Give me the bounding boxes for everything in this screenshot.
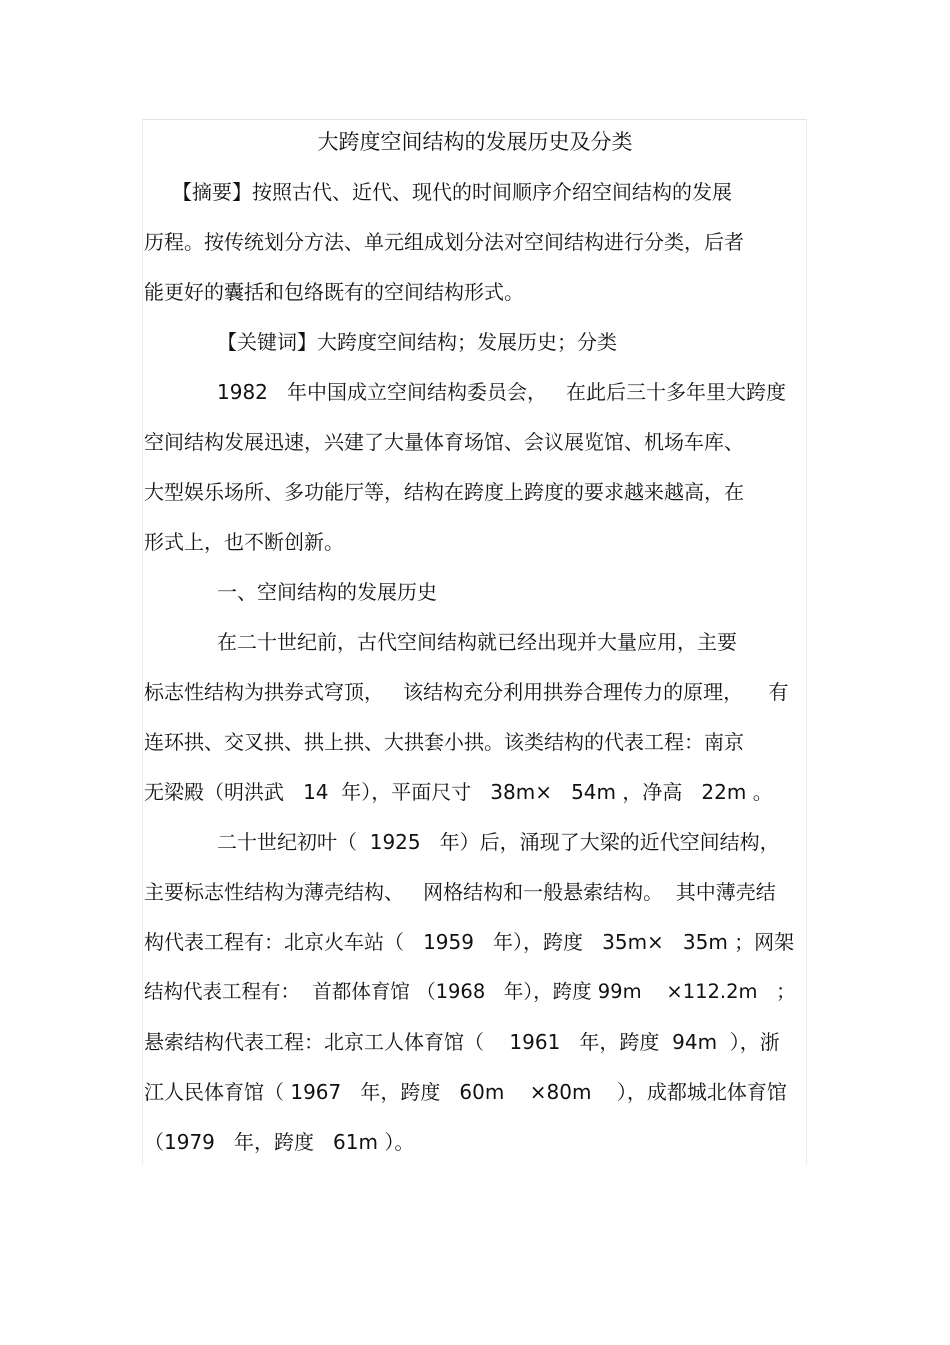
para2-line-3: 构代表工程有：北京火车站（ 1959 年），跨度 35m× 35m ；网架: [144, 930, 795, 954]
intro-line-2: 空间结构发展迅速，兴建了大量体育场馆、会议展览馆、机场车库、: [144, 430, 744, 454]
abstract-line-1: 【摘要】按照古代、近代、现代的时间顺序介绍空间结构的发展: [172, 180, 732, 204]
section-heading: 一、空间结构的发展历史: [217, 580, 437, 604]
para2-line-7: （1979 年，跨度 61m ）。: [144, 1130, 415, 1154]
para2-line-4: 结构代表工程有： 首都体育馆 （1968 年），跨度 99m ×112.2m ；: [144, 980, 796, 1003]
para2-line-5: 悬索结构代表工程：北京工人体育馆（ 1961 年，跨度 94m ），浙: [144, 1030, 780, 1054]
intro-line-4: 形式上，也不断创新。: [144, 530, 344, 554]
intro-line-1: 1982 年中国成立空间结构委员会， 在此后三十多年里大跨度: [217, 380, 787, 404]
abstract-line-2: 历程。按传统划分方法、单元组成划分法对空间结构进行分类，后者: [144, 230, 744, 254]
document-title: 大跨度空间结构的发展历史及分类: [317, 130, 633, 154]
intro-line-3: 大型娱乐场所、多功能厅等，结构在跨度上跨度的要求越来越高，在: [144, 480, 744, 504]
para1-line-1: 在二十世纪前，古代空间结构就已经出现并大量应用，主要: [217, 630, 737, 654]
para2-line-2: 主要标志性结构为薄壳结构、 网格结构和一般悬索结构。 其中薄壳结: [144, 880, 776, 904]
para2-line-6: 江人民体育馆（ 1967 年，跨度 60m ×80m ），成都城北体育馆: [144, 1080, 787, 1104]
para1-line-4: 无梁殿（明洪武 14 年），平面尺寸 38m× 54m ，净高 22m 。: [144, 780, 773, 804]
para1-line-3: 连环拱、交叉拱、拱上拱、大拱套小拱。该类结构的代表工程：南京: [144, 730, 744, 754]
para2-line-1: 二十世纪初叶（ 1925 年）后，涌现了大梁的近代空间结构，: [217, 830, 780, 854]
keywords-line: 【关键词】大跨度空间结构；发展历史；分类: [217, 330, 617, 354]
para1-line-2: 标志性结构为拱券式穹顶， 该结构充分利用拱券合理传力的原理， 有: [144, 680, 789, 704]
abstract-line-3: 能更好的囊括和包络既有的空间结构形式。: [144, 280, 524, 304]
